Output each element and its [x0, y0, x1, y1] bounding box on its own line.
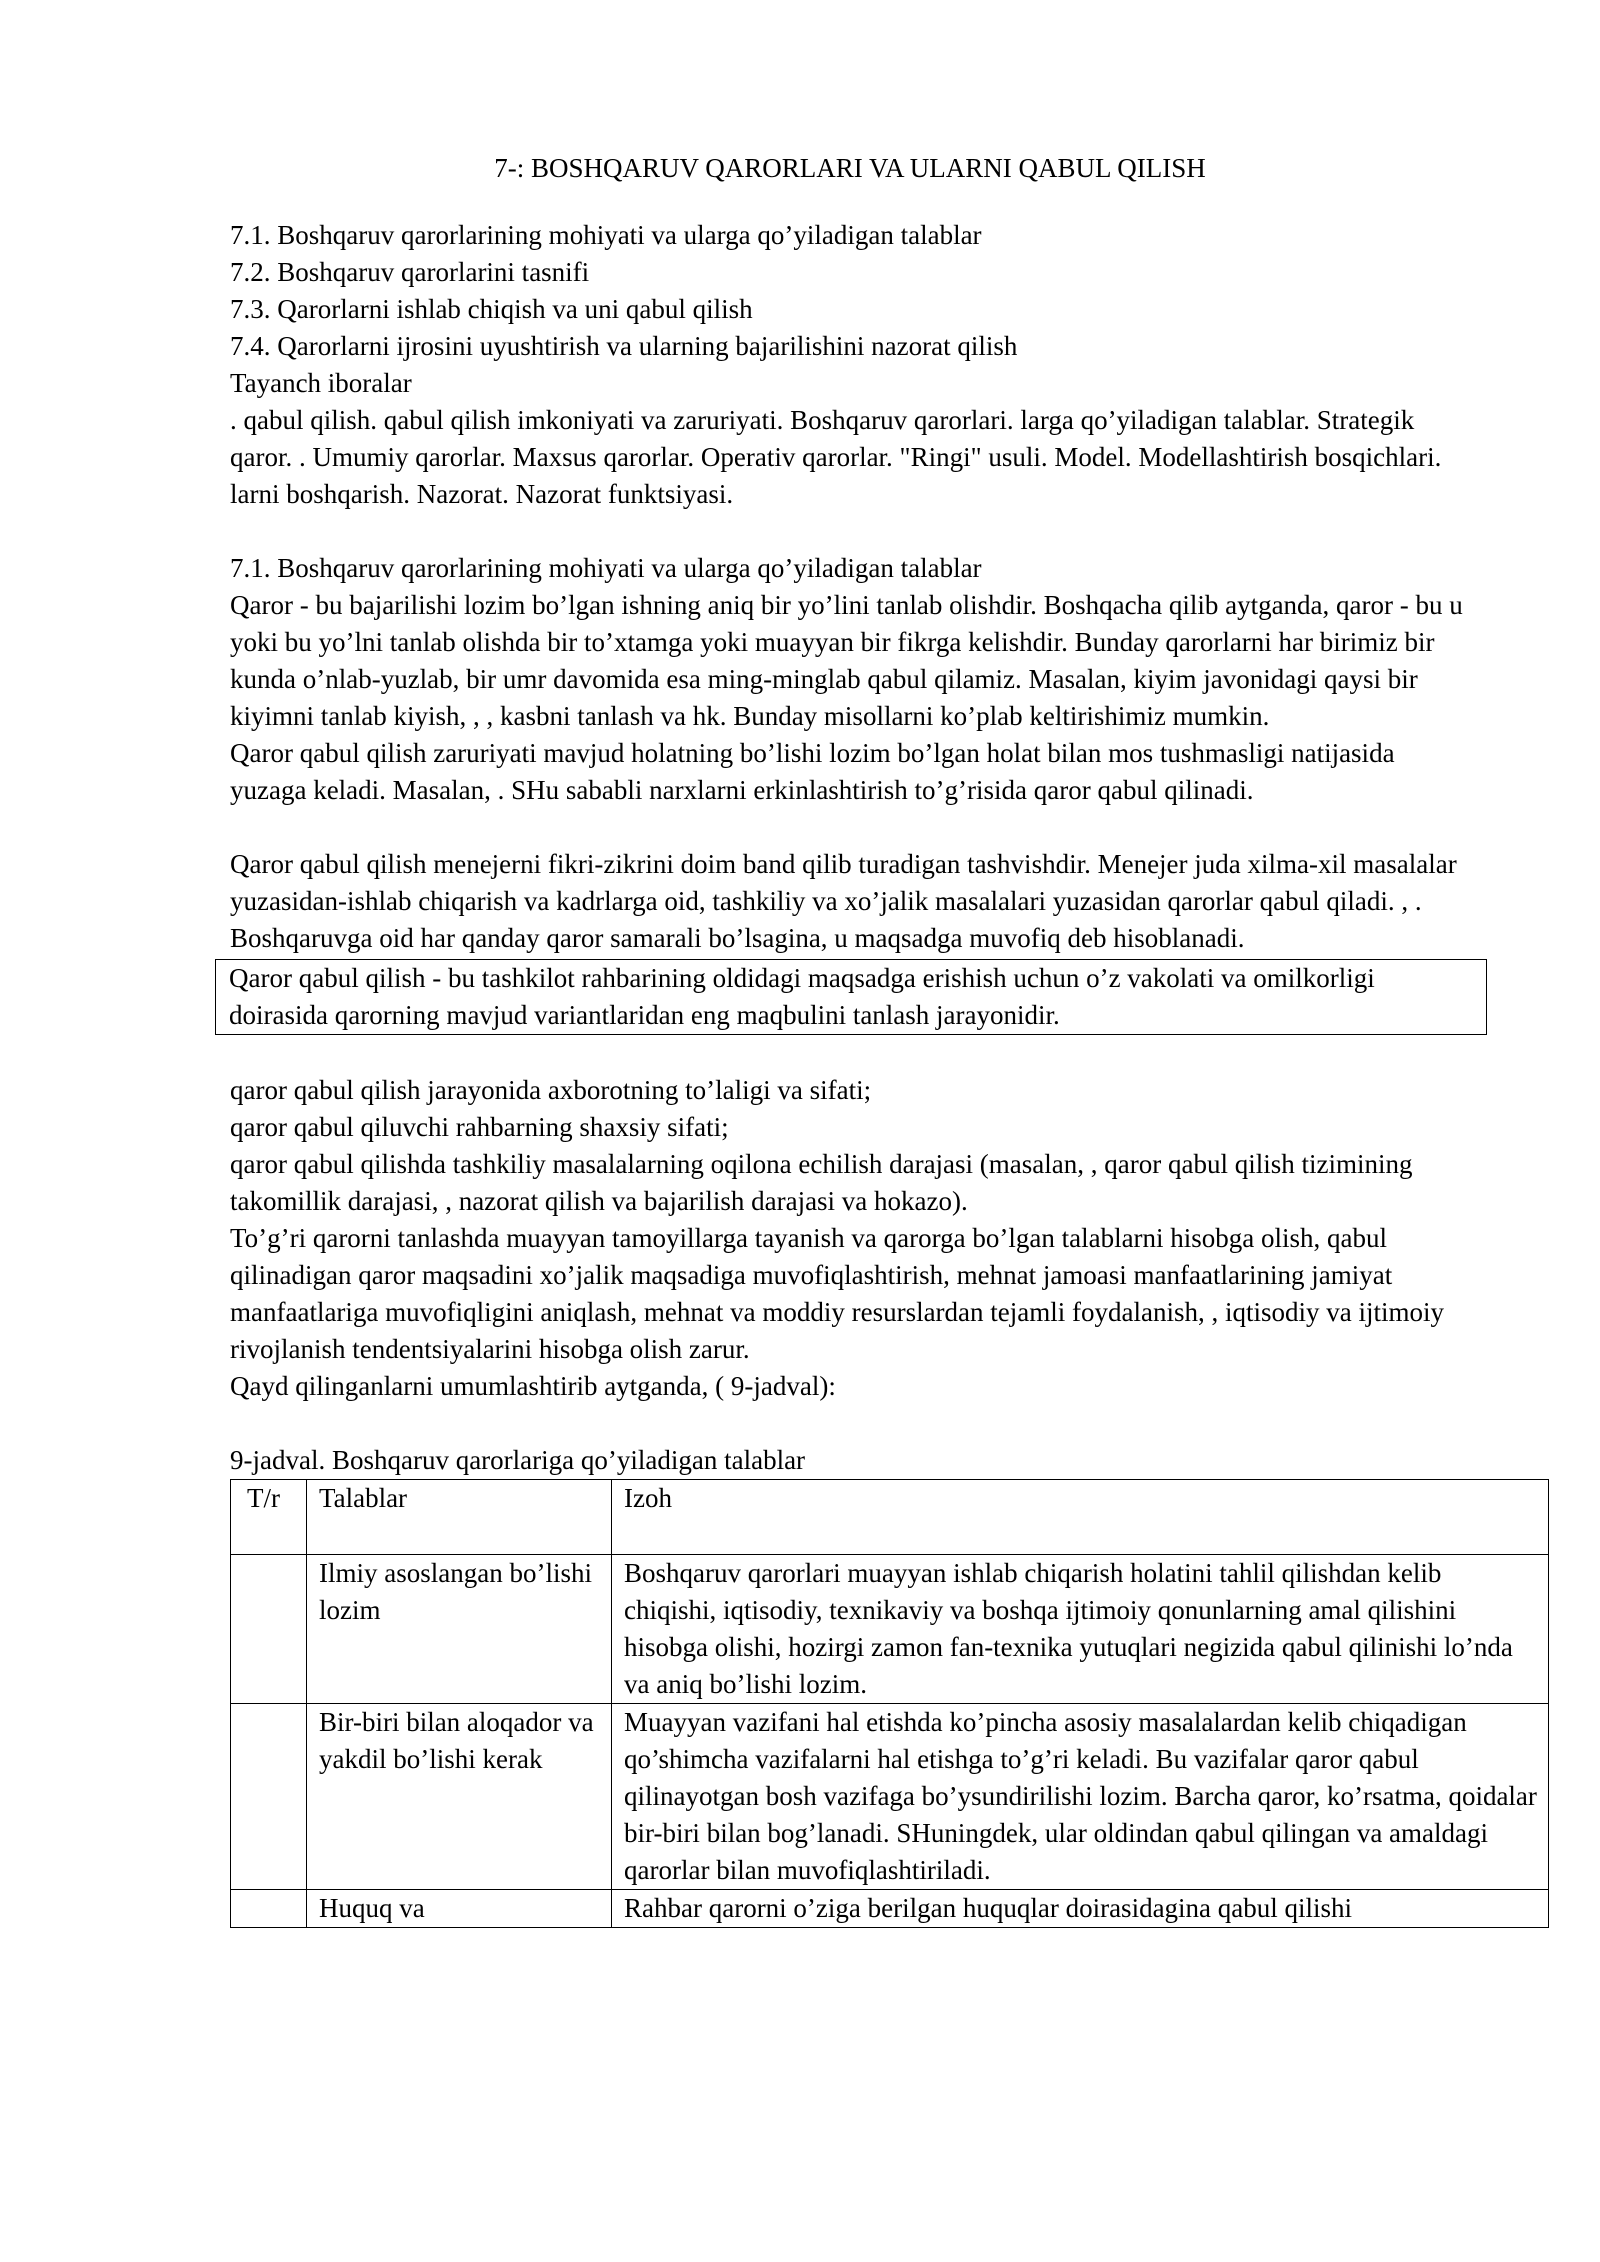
column-header: T/r	[231, 1480, 307, 1555]
row-number	[231, 1890, 307, 1928]
requirements-table	[230, 1479, 1549, 1928]
note-cell: Rahbar qarorni o’ziga berilgan huquqlar doirasidagina qabul qilishi	[612, 1890, 1549, 1928]
outline-item: 7.4. Qarorlarni ijrosini uyushtirish va ularning bajarilishini nazorat qilish	[230, 331, 1018, 361]
row-number	[231, 1704, 307, 1890]
table-row	[231, 1555, 1549, 1704]
factor-item: qaror qabul qilish jarayonida axborotning to’laligi va sifati;	[230, 1075, 872, 1105]
note-cell: Muayyan vazifani hal etishda ko’pincha asosiy masalalardan kelib chiqadigan qo’shimcha vazifalarni hal etishga to’g’ri keladi. Bu vazifalar qaror qabul qilinayotgan bosh vazifaga bo’ysundirilishi lozim. Barcha qaror, ko’rsatma, qoidalar bir-biri bilan bog’lanadi. SHuningdek, ular oldindan qabul qilingan va amaldagi qarorlar bilan muvofiqlashtiriladi.	[612, 1704, 1549, 1890]
note-cell: Boshqaruv qarorlari muayyan ishlab chiqarish holatini tahlil qilishdan kelib chiqishi, iqtisodiy, texnikaviy va boshqa ijtimoiy qonunlarning amal qilishini hisobga olishi, hozirgi zamon fan-texnika yutuqlari negizida qabul qilinishi lo’nda va aniq bo’lishi lozim.	[612, 1555, 1549, 1704]
factors-list	[230, 1072, 1470, 1220]
table-row	[231, 1704, 1549, 1890]
paragraph: Qaror - bu bajarilishi lozim bo’lgan ishning aniq bir yo’lini tanlab olishdir. Boshqacha qilib aytganda, qaror - bu u yoki bu yo’lni tanlab olishda bir to’xtamga yoki muayyan bir fikrga kelishdir. Bunday qarorlarni har birimiz bir kunda o’nlab-yuzlab, bir umr davomida esa ming-minglab qabul qilamiz. Masalan, kiyim javonidagi qaysi bir kiyimni tanlab kiyish, , , kasbni tanlash va hk. Bunday misollarni ko’plab keltirishimiz mumkin.	[230, 590, 1463, 731]
keywords-heading: Tayanch iboralar	[230, 368, 412, 398]
requirement-cell: Bir-biri bilan aloqador va yakdil bo’lishi kerak	[307, 1704, 612, 1890]
requirement-cell: Ilmiy asoslangan bo’lishi lozim	[307, 1555, 612, 1704]
paragraph: Qaror qabul qilish menejerni fikri-zikrini doim band qilib turadigan tashvishdir. Menejer juda xilma-xil masalalar yuzasidan-ishlab chiqarish va kadrlarga oid, tashkiliy va xo’jalik masalalari yuzasidan qarorlar qabul qiladi. , . Boshqaruvga oid har qanday qaror samarali bo’lsagina, u maqsadga muvofiq deb hisoblanadi.	[230, 849, 1457, 953]
chapter-title: 7-: BOSHQARUV QARORLARI VA ULARNI QABUL QILISH	[494, 153, 1206, 183]
table-caption: 9-jadval. Boshqaruv qarorlariga qo’yiladigan talablar	[230, 1445, 806, 1475]
paragraph: Qaror qabul qilish zaruriyati mavjud holatning bo’lishi lozim bo’lgan holat bilan mos tushmasligi natijasida yuzaga keladi. Masalan, . SHu sababli narxlarni erkinlashtirish to’g’risida qaror qabul qilinadi.	[230, 738, 1395, 805]
table-header-row	[231, 1480, 1549, 1555]
column-header: Izoh	[612, 1480, 1549, 1555]
factor-item: qaror qabul qilishda tashkiliy masalalarning oqilona echilish darajasi (masalan, , qaror qabul qilish tizimining takomillik darajasi, , nazorat qilish va bajarilish darajasi va hokazo).	[230, 1149, 1413, 1216]
definition-box: Qaror qabul qilish - bu tashkilot rahbarining oldidagi maqsadga erishish uchun o’z vakolati va omilkorligi doirasida qarorning mavjud variantlaridan eng maqbulini tanlash jarayonidir.	[215, 959, 1487, 1035]
keywords-text: . qabul qilish. qabul qilish imkoniyati va zaruriyati. Boshqaruv qarorlari. larga qo’yiladigan talablar. Strategik qaror. . Umumiy qarorlar. Maxsus qarorlar. Operativ qarorlar. "Ringi" usuli. Model. Modellashtirish bosqichlari. larni boshqarish. Nazorat. Nazorat funktsiyasi.	[230, 405, 1442, 509]
outline-item: 7.1. Boshqaruv qarorlarining mohiyati va ularga qo’yiladigan talablar	[230, 220, 982, 250]
requirement-cell: Huquq va	[307, 1890, 612, 1928]
outline-item: 7.2. Boshqaruv qarorlarini tasnifi	[230, 257, 590, 287]
table-row	[231, 1890, 1549, 1928]
paragraph: Qayd qilinganlarni umumlashtirib aytganda, ( 9-jadval):	[230, 1371, 836, 1401]
section-heading: 7.1. Boshqaruv qarorlarining mohiyati va ularga qo’yiladigan talablar	[230, 553, 982, 583]
outline-list	[230, 217, 1470, 365]
column-header: Talablar	[307, 1480, 612, 1555]
row-number	[231, 1555, 307, 1704]
outline-item: 7.3. Qarorlarni ishlab chiqish va uni qabul qilish	[230, 294, 753, 324]
factor-item: qaror qabul qiluvchi rahbarning shaxsiy sifati;	[230, 1112, 729, 1142]
paragraph: To’g’ri qarorni tanlashda muayyan tamoyillarga tayanish va qarorga bo’lgan talablarni hisobga olish, qabul qilinadigan qaror maqsadini xo’jalik maqsadiga muvofiqlashtirish, mehnat jamoasi manfaatlarining jamiyat manfaatlariga muvofiqligini aniqlash, mehnat va moddiy resurslardan tejamli foydalanish, , iqtisodiy va ijtimoiy rivojlanish tendentsiyalarini hisobga olish zarur.	[230, 1223, 1444, 1364]
